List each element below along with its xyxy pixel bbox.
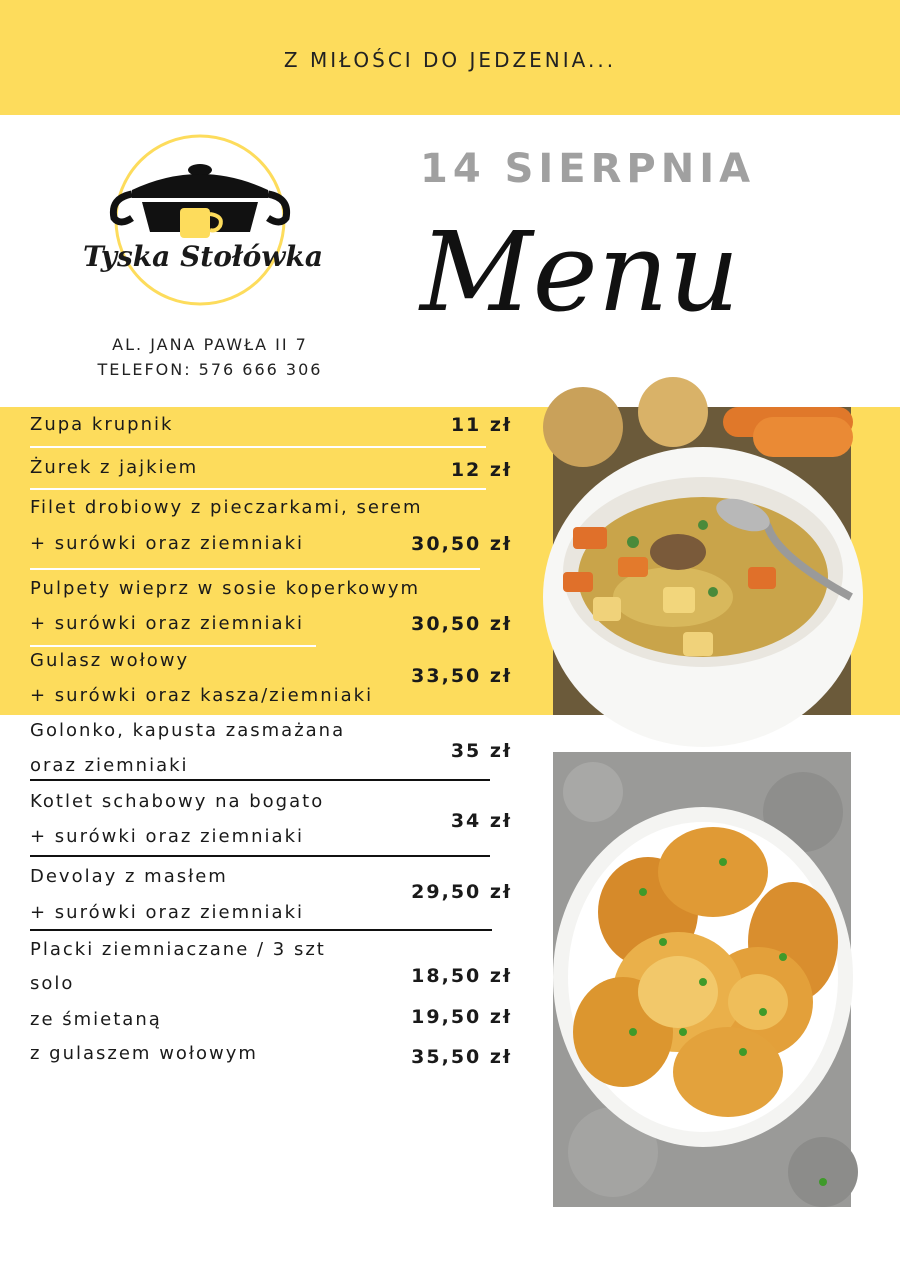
menu-title-text: Menu: [420, 208, 740, 336]
menu-item-price: 30,50 zł: [411, 533, 512, 555]
menu-item-name: Gulasz wołowy: [30, 650, 190, 671]
menu-item-side: + surówki oraz ziemniaki: [30, 902, 305, 923]
menu-item-name: Kotlet schabowy na bogato: [30, 791, 325, 812]
menu-item-name: Placki ziemniaczane / 3 szt: [30, 939, 326, 960]
menu-item-price: 11 zł: [450, 414, 512, 436]
menu-item-name: Devolay z masłem: [30, 866, 228, 887]
menu-date: 14 SIERPNIA: [420, 146, 756, 192]
menu-item-name: Golonko, kapusta zasmażana: [30, 720, 346, 741]
pot-logo-icon: [80, 128, 320, 318]
slogan: Z MIŁOŚCI DO JEDZENIA...: [283, 48, 617, 72]
divider: [30, 779, 490, 781]
divider: [30, 568, 480, 570]
variant-price: 19,50 zł: [411, 1006, 512, 1028]
menu-item-side: + surówki oraz ziemniaki: [30, 533, 305, 554]
menu-item-name: Żurek z jajkiem: [30, 457, 199, 478]
brand-name: Tyska Stołówka: [82, 240, 323, 273]
menu-item-price: 29,50 zł: [411, 881, 512, 903]
potato-pancakes-photo: [553, 752, 851, 1207]
soup-photo: [553, 407, 851, 715]
menu-item-side: + surówki oraz ziemniaki: [30, 613, 305, 634]
menu-item-price: 33,50 zł: [411, 665, 512, 687]
menu-item-price: 35 zł: [450, 740, 512, 762]
menu-item-name: Zupa krupnik: [30, 414, 174, 435]
divider: [30, 855, 490, 857]
menu-item-side: oraz ziemniaki: [30, 755, 189, 776]
variant-label: z gulaszem wołowym: [30, 1043, 258, 1064]
variant-price: 35,50 zł: [411, 1046, 512, 1068]
variant-label: solo: [30, 973, 75, 994]
menu-item-name: Filet drobiowy z pieczarkami, serem: [30, 497, 423, 518]
variant-price: 18,50 zł: [411, 965, 512, 987]
divider: [30, 446, 486, 448]
menu-item-side: + surówki oraz kasza/ziemniaki: [30, 685, 374, 706]
address-block: [80, 332, 340, 382]
address-street: AL. JANA PAWŁA II 7: [112, 335, 308, 354]
variant-label: ze śmietaną: [30, 1009, 162, 1030]
divider: [30, 488, 486, 490]
address-phone: TELEFON: 576 666 306: [97, 360, 323, 379]
menu-item-price: 12 zł: [450, 459, 512, 481]
divider: [30, 929, 492, 931]
divider: [30, 645, 316, 647]
menu-item-price: 34 zł: [450, 810, 512, 832]
menu-item-side: + surówki oraz ziemniaki: [30, 826, 305, 847]
menu-item-price: 30,50 zł: [411, 613, 512, 635]
menu-item-name: Pulpety wieprz w sosie koperkowym: [30, 578, 421, 599]
menu-title: [420, 200, 740, 380]
